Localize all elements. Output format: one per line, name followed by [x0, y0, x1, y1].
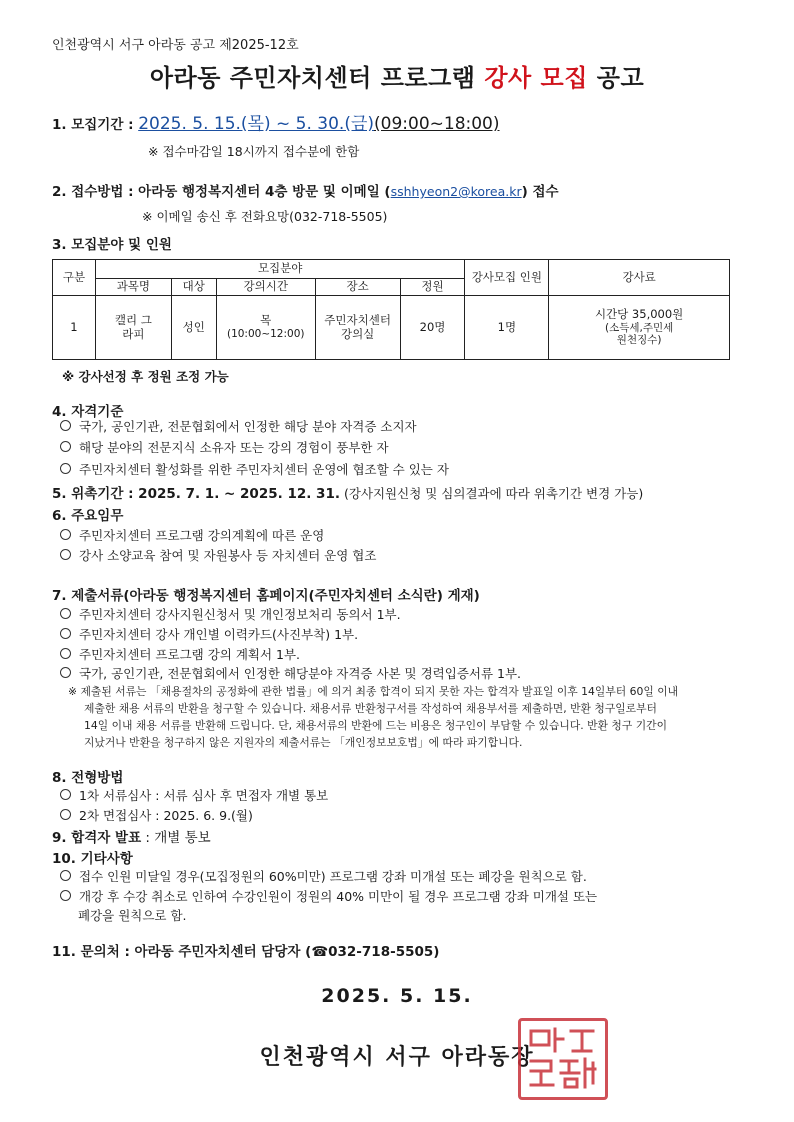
- list-item-text: 주민자치센터 활성화를 위한 주민자치센터 운영에 협조할 수 있는 자: [79, 462, 449, 477]
- cell-fee-rate: 시간당 35,000원: [594, 307, 684, 321]
- program-table: [52, 259, 730, 360]
- section-9-result: [52, 826, 211, 846]
- section-2-method: [52, 180, 559, 200]
- title-post: 공고: [587, 64, 645, 92]
- list-item: [60, 664, 521, 682]
- fine-print-line: 제출한 채용 서류의 반환을 청구할 수 있습니다. 채용서류 반환청구서를 작성하여 채용부서를 제출하면, 반환 청구일로부터: [84, 702, 657, 715]
- th-time: 강의시간: [216, 279, 315, 296]
- fine-print-line: 14일 이내 채용 서류를 반환해 드립니다. 단, 채용서류의 반환에 드는 비용은 청구인이 부담할 수 있습니다. 반환 청구 기간이: [84, 719, 668, 732]
- list-item: [60, 417, 417, 435]
- issue-date: 2025. 5. 15.: [321, 985, 473, 1007]
- th-target: 대상: [171, 279, 216, 296]
- contact-post: ): [433, 944, 440, 960]
- list-item: [60, 867, 587, 885]
- term-note: (강사지원신청 및 심의결과에 따라 위촉기간 변경 가능): [339, 486, 644, 501]
- section-1-period: [52, 109, 500, 134]
- th-gubun: 구분: [53, 260, 96, 296]
- section-6-title: 6. 주요임무: [52, 508, 124, 524]
- list-item: [60, 786, 328, 804]
- list-item: [60, 605, 401, 623]
- list-item-text: 접수 인원 미달일 경우(모집정원의 60%미만) 프로그램 강좌 미개설 또는 폐강을 원칙으로 함.: [79, 869, 587, 884]
- result-label: 9. 합격자 발표: [52, 830, 142, 846]
- list-item-text: 주민자치센터 프로그램 강의계획에 따른 운영: [79, 528, 325, 543]
- title-highlight: 강사 모집: [484, 64, 588, 92]
- th-fee: 강사료: [549, 260, 730, 296]
- list-item-text: 주민자치센터 강사지원신청서 및 개인정보처리 동의서 1부.: [79, 607, 401, 622]
- list-item: [60, 546, 376, 564]
- official-seal: [518, 1018, 608, 1100]
- method-note: ※ 이메일 송신 후 전화요망(032-718-5505): [142, 209, 388, 224]
- cell-no: 1: [53, 296, 96, 360]
- list-item-text: 강사 소양교육 참여 및 자원봉사 등 자치센터 운영 협조: [79, 548, 377, 563]
- title-pre: 아라동 주민자치센터 프로그램: [149, 64, 485, 92]
- list-item: [60, 625, 358, 643]
- notice-number: 인천광역시 서구 아라동 공고 제2025-12호: [52, 38, 299, 53]
- cell-time: [216, 296, 315, 360]
- cell-fee-note2: 원천징수): [616, 334, 662, 347]
- cell-count: 1명: [465, 296, 549, 360]
- fine-print-line: ※ 제출된 서류는 「채용절차의 공정화에 관한 법률」에 의거 최종 합격이 되지 못한 자는 합격자 발표일 이후 14일부터 60일 이내: [68, 685, 679, 698]
- fine-print-line: 지났거나 반환을 청구하지 않은 지원자의 제출서류는 「개인정보보호법」에 따라 파기합니다.: [84, 736, 523, 749]
- list-item: [60, 526, 324, 544]
- period-value: 2025. 5. 15.(목) ~ 5. 30.(금): [138, 114, 375, 134]
- section-3-title: 3. 모집분야 및 인원: [52, 237, 172, 253]
- list-item: [60, 806, 253, 824]
- cell-capacity: 20명: [400, 296, 465, 360]
- section-11-contact: [52, 940, 439, 960]
- list-item: [60, 460, 449, 478]
- list-item: [60, 887, 597, 905]
- page-title: [0, 58, 794, 93]
- list-item-text: 2차 면접심사 : 2025. 6. 9.(월): [79, 808, 253, 823]
- section-4-title: 4. 자격기준: [52, 404, 124, 420]
- list-item-text: 개강 후 수강 취소로 인하여 수강인원이 정원의 40% 미만이 될 경우 프로그램 강좌 미개설 또는: [79, 889, 598, 904]
- section-7-title: 7. 제출서류(아라동 행정복지센터 홈페이지(주민자치센터 소식란) 게재): [52, 588, 480, 604]
- result-value: : 개별 통보: [141, 830, 211, 846]
- th-place: 장소: [315, 279, 400, 296]
- table-note: ※ 강사선정 후 정원 조정 가능: [62, 369, 229, 384]
- list-item-continuation: 폐강을 원칙으로 함.: [78, 908, 187, 923]
- table-row: [53, 296, 730, 360]
- list-item-text: 국가, 공인기관, 전문협회에서 인정한 해당 분야 자격증 소지자: [79, 419, 417, 434]
- cell-time-day: 목: [260, 313, 272, 328]
- section-10-title: 10. 기타사항: [52, 851, 133, 867]
- list-item-text: 국가, 공인기관, 전문협회에서 인정한 해당분야 자격증 사본 및 경력입증서류 1부.: [79, 666, 522, 681]
- method-post: ) 접수: [521, 184, 559, 200]
- contact-phone[interactable]: ☎032-718-5505: [311, 944, 434, 960]
- period-time: (09:00~18:00): [374, 114, 500, 134]
- email-link[interactable]: sshhyeon2@korea.kr: [390, 184, 522, 199]
- list-item-text: 해당 분야의 전문지식 소유자 또는 강의 경험이 풍부한 자: [79, 440, 389, 455]
- th-count: 강사모집 인원: [465, 260, 549, 296]
- term-label: 5. 위촉기간 : 2025. 7. 1. ~ 2025. 12. 31.: [52, 486, 340, 502]
- list-item-text: 주민자치센터 프로그램 강의 계획서 1부.: [79, 647, 301, 662]
- contact-label: 11. 문의처 : 아라동 주민자치센터 담당자 (: [52, 944, 312, 960]
- cell-subject: 캘리 그라피: [95, 296, 171, 360]
- period-label: 1. 모집기간 :: [52, 117, 139, 133]
- signature: 인천광역시 서구 아라동장: [259, 1045, 535, 1070]
- th-subject: 과목명: [95, 279, 171, 296]
- section-8-title: 8. 전형방법: [52, 770, 124, 786]
- period-note: ※ 접수마감일 18시까지 접수분에 한함: [148, 144, 360, 159]
- method-label: 2. 접수방법 : 아라동 행정복지센터 4층 방문 및 이메일 (: [52, 184, 391, 200]
- list-item-text: 주민자치센터 강사 개인별 이력카드(사진부착) 1부.: [79, 627, 359, 642]
- cell-place: 주민자치센터 강의실: [315, 296, 400, 360]
- list-item-text: 1차 서류심사 : 서류 심사 후 면접자 개별 통보: [79, 788, 329, 803]
- cell-fee-note1: (소득세,주민세: [604, 321, 674, 334]
- cell-time-hours: (10:00~12:00): [226, 328, 305, 341]
- seal-icon: [521, 1021, 605, 1097]
- th-field: 모집분야: [95, 260, 465, 279]
- list-item: [60, 645, 300, 663]
- th-capacity: 정원: [400, 279, 465, 296]
- list-item: [60, 438, 389, 456]
- section-5-term: [52, 482, 643, 502]
- cell-target: 성인: [171, 296, 216, 360]
- cell-fee: [549, 296, 730, 360]
